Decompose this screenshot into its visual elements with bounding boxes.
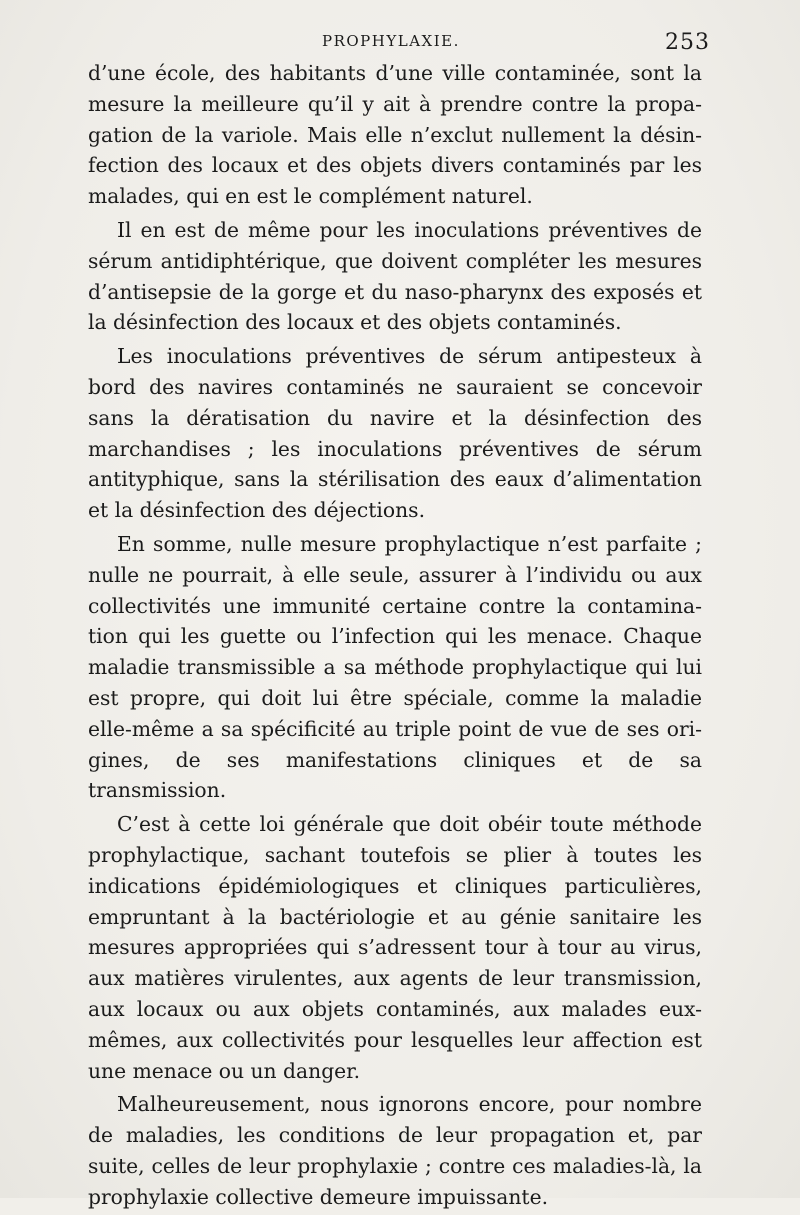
running-head xyxy=(90,30,710,60)
paragraph: Malheureusement, nous ignorons encore, pour nombre de maladies, les conditions de leur propagation et, par suite, celles de leur prophylaxie ; contre ces maladies-là, la prophylaxie collective demeure impuissante. xyxy=(88,1092,702,1209)
body-text xyxy=(88,58,702,1215)
running-title: PROPHYLAXIE. xyxy=(322,32,460,50)
paragraph: En somme, nulle mesure prophylactique n’est parfaite ; nulle ne pourrait, à elle seule, assurer à l’individu ou aux collectivités une immunité certaine contre la contamination qui les guette ou l’infection qui les menace. Chaque maladie transmissible a sa méthode prophylactique qui lui est propre, qui doit lui être spéciale, comme la maladie elle-même a sa spécificité au triple point de vue de ses origines, de ses manifestations cliniques et de sa transmission. xyxy=(88,531,702,803)
paragraph: Les inoculations préventives de sérum antipesteux à bord des navires contaminés ne sauraient se concevoir sans la dératisation du navire et la désinfection des marchandises ; les inoculations préventives de sérum antityphique, sans la stérilisation des eaux d’alimentation et la désinfection des déjections. xyxy=(88,344,702,523)
page-number: 253 xyxy=(665,30,710,55)
paragraph: C’est à cette loi générale que doit obéir toute méthode prophylactique, sachant toutefois se plier à toutes les indications épidémiologiques et cliniques particulières, empruntant à la bactériologie et au génie sanitaire les mesures appropriées qui s’adressent tour à tour au virus, aux matières virulentes, aux agents de leur transmission, aux locaux ou aux objets contaminés, aux malades eux-mêmes, aux collectivités pour lesquelles leur affection est une menace ou un danger. xyxy=(88,812,702,1083)
paragraph-continued: d’une école, des habitants d’une ville contaminée, sont la mesure la meilleure qu’il y ait à prendre contre la propagation de la variole. Mais elle n’exclut nullement la désinfection des locaux et des objets divers contaminés par les malades, qui en est le complément naturel. xyxy=(88,61,702,209)
paragraph: Il en est de même pour les inoculations préventives de sérum antidiphtérique, que doivent compléter les mesures d’antisepsie de la gorge et du naso-pharynx des exposés et la désinfection des locaux et des objets contaminés. xyxy=(88,217,702,335)
